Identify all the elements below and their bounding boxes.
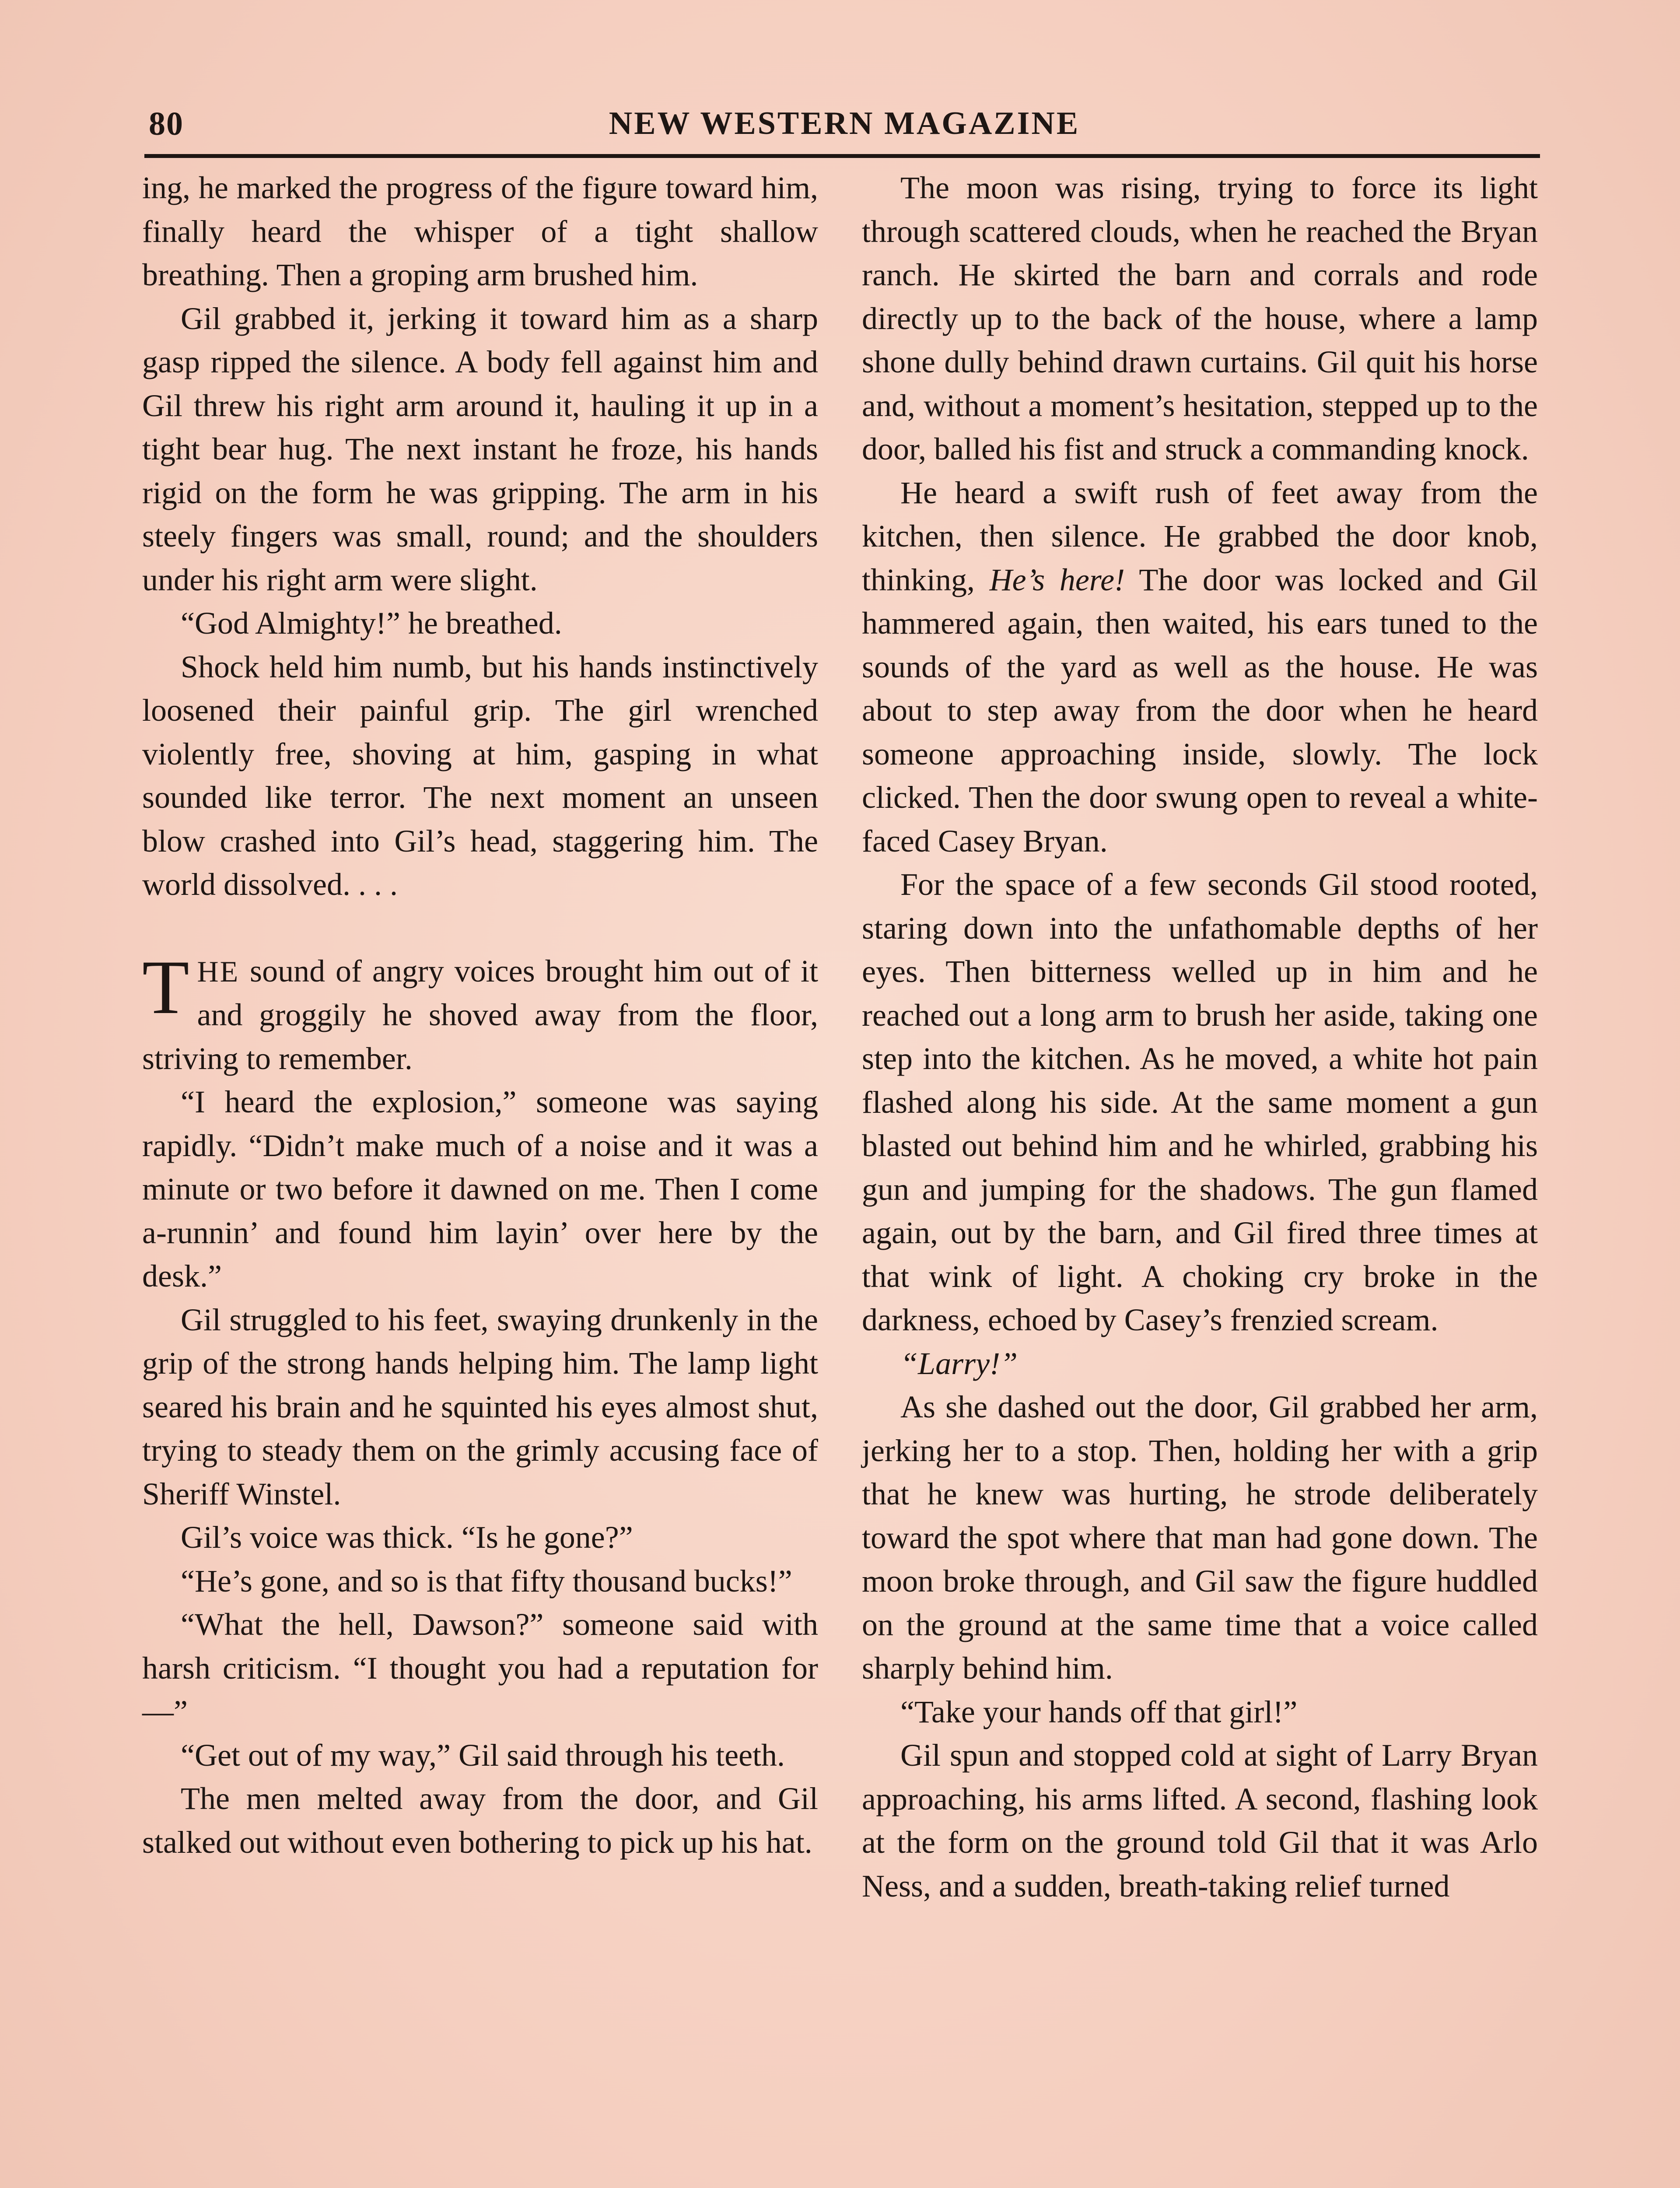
paragraph: [862, 471, 1538, 863]
paragraph: The men melted away from the door, and Gil stalked out without even bothering to pick up his hat.: [142, 1781, 818, 1860]
paragraph: For the space of a few seconds Gil stood rooted, staring down into the unfathomable depths of her eyes. Then bitterness welled up in him and he reached out a long arm to brush her aside, taking one step into the kitchen. As he moved, a white hot pain flashed along his side. At the same moment a gun blasted out behind him and he whirled, grabbing his gun and jumping for the shadows. The gun flamed again, out by the barn, and Gil fired three times at that wink of light. A choking cry broke in the darkness, echoed by Casey’s frenzied scream.: [862, 867, 1538, 1337]
paragraph: “Get out of my way,” Gil said through his teeth.: [181, 1737, 785, 1773]
paragraph: Shock held him numb, but his hands instinctively loosened their painful grip. The girl wrenched violently free, shoving at him, gasping in what sounded like terror. The next moment an unseen blow crashed into Gil’s head, staggering him. The world dissolved. . . .: [142, 649, 818, 902]
paragraph-text: sound of angry voices brought him out of it and groggily he shoved away from the floor, striving to remember.: [142, 953, 818, 1076]
paragraph: Gil spun and stopped cold at sight of Larry Bryan approaching, his arms lifted. A second, flashing look at the form on the ground told Gil that it was Arlo Ness, and a sudden, breath-taking relief turned: [862, 1738, 1538, 1904]
drop-cap: T: [142, 944, 189, 1030]
paragraph: “Take your hands off that girl!”: [900, 1694, 1298, 1729]
paragraph: “Larry!”: [900, 1346, 1018, 1381]
paragraph: Gil’s voice was thick. “Is he gone?”: [181, 1520, 633, 1555]
paragraph: “He’s gone, and so is that fifty thousand bucks!”: [181, 1563, 792, 1599]
paragraph: “What the hell, Dawson?” someone said with harsh criticism. “I thought you had a reputation for—”: [142, 1607, 818, 1729]
paragraph: Gil struggled to his feet, swaying drunkenly in the grip of the strong hands helping him. The lamp light seared his brain and he squinted his eyes almost shut, trying to steady them on the grimly accusing face of Sheriff Winstel.: [142, 1302, 818, 1511]
left-column: [142, 166, 818, 1864]
small-caps-lead: HE: [197, 954, 240, 988]
paragraph: “God Almighty!” he breathed.: [181, 606, 562, 641]
paragraph: As she dashed out the door, Gil grabbed her arm, jerking her to a stop. Then, holding her with a grip that he knew was hurting, he strode deliberately toward the spot where that man had gone down. The moon broke through, and Gil saw the figure huddled on the ground at the same time that a voice called sharply behind him.: [862, 1389, 1538, 1686]
section-opening-paragraph: [142, 944, 818, 1081]
paragraph-text: He heard a swift rush of feet away from the kitchen, then silence. He grabbed the door knob, thinking,: [862, 475, 1538, 597]
page-number: 80: [149, 105, 184, 142]
right-column: [862, 166, 1538, 1908]
section-break: [142, 907, 818, 950]
page-header: [149, 102, 1540, 150]
header-rule: [144, 154, 1540, 158]
italic-thought: He’s here!: [989, 562, 1125, 597]
paragraph: “I heard the explosion,” someone was saying rapidly. “Didn’t make much of a noise and it was a minute or two before it dawned on me. Then I come a-runnin’ and found him layin’ over here by the desk.”: [142, 1084, 818, 1294]
paragraph-text: The door was locked and Gil hammered again, then waited, his ears tuned to the sounds of the yard as well as the house. He was about to step away from the door when he heard someone approaching inside, slowly. The lock clicked. Then the door swung open to reveal a white-faced Casey Bryan.: [862, 562, 1538, 859]
magazine-title: NEW WESTERN MAGAZINE: [609, 105, 1080, 141]
paragraph: The moon was rising, trying to force its light through scattered clouds, when he reached the Bryan ranch. He skirted the barn and corrals and rode directly up to the back of the house, where a lamp shone dully behind drawn curtains. Gil quit his horse and, without a moment’s hesitation, stepped up to the door, balled his fist and struck a commanding knock.: [862, 170, 1538, 466]
paragraph: ing, he marked the progress of the figure toward him, finally heard the whisper of a tight shallow breathing. Then a groping arm brushed him.: [142, 170, 818, 292]
paragraph: Gil grabbed it, jerking it toward him as a sharp gasp ripped the silence. A body fell against him and Gil threw his right arm around it, hauling it up in a tight bear hug. The next instant he froze, his hands rigid on the form he was gripping. The arm in his steely fingers was small, round; and the shoulders under his right arm were slight.: [142, 301, 818, 597]
